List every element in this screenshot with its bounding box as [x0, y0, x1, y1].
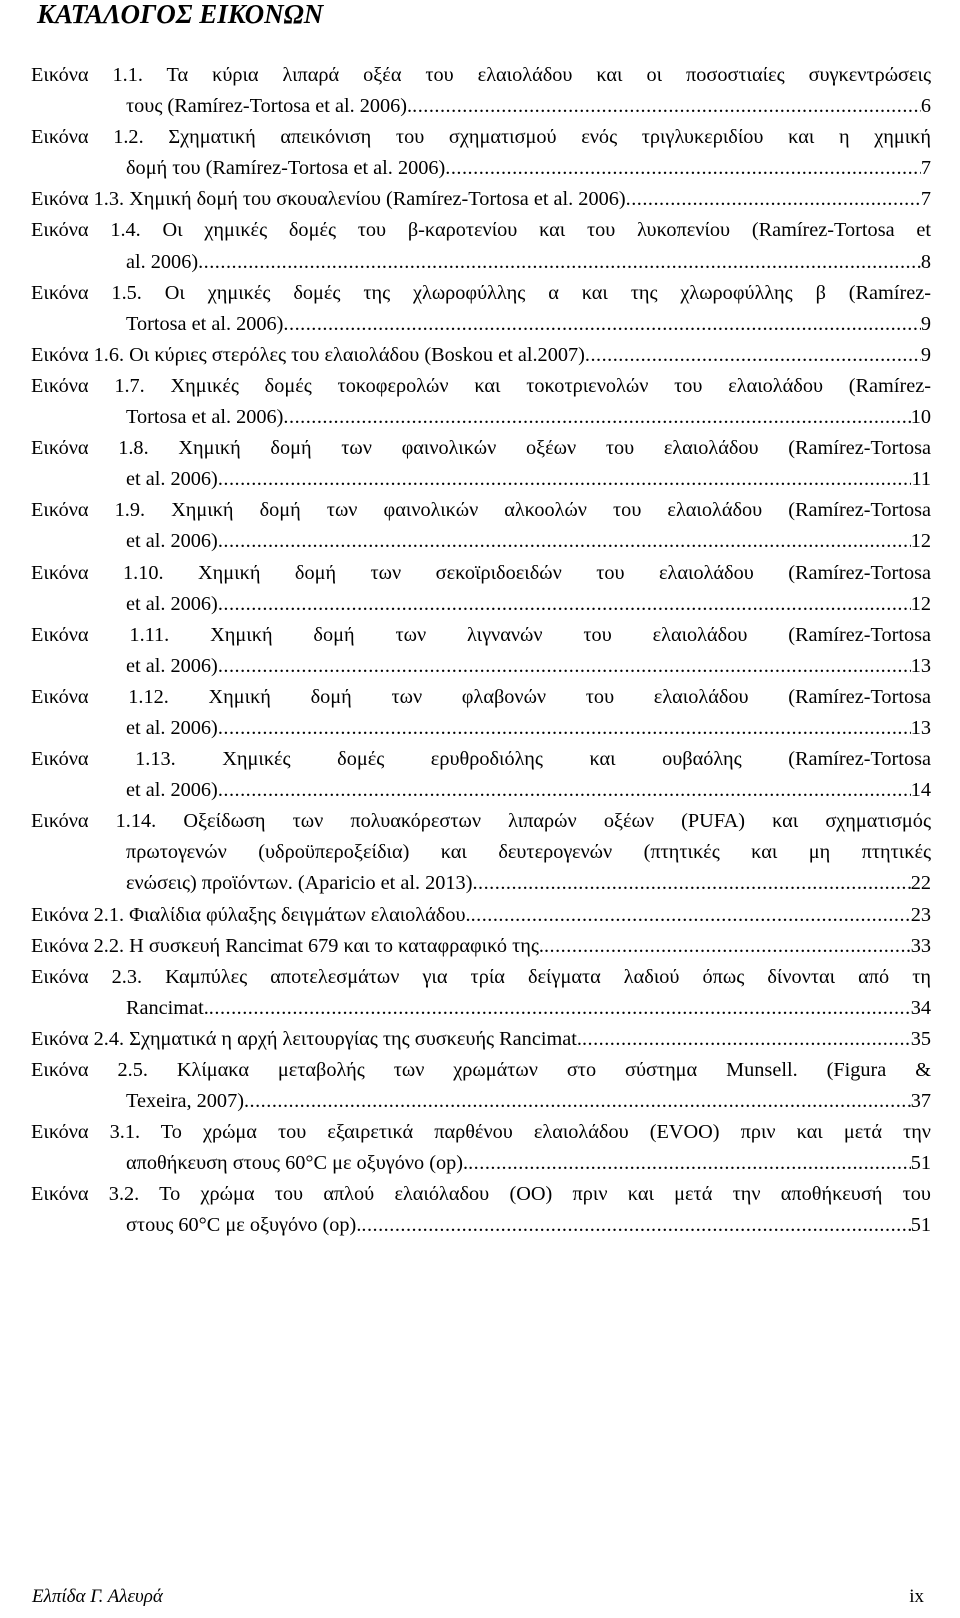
figure-number: Εικόνα 3.1. — [31, 1121, 141, 1144]
figure-caption-continued: πρωτογενών (υδροϋπεροξείδια) και δευτερογενών (πτητικές και μη πτητικές — [126, 841, 931, 864]
footer-author: Ελπίδα Γ. Αλευρά — [32, 1586, 163, 1607]
figure-number: Εικόνα 1.12. — [31, 685, 169, 708]
figure-caption: Οξείδωση των πολυακόρεστων λιπαρών οξέων (PUFA) και σχηματισμός — [183, 810, 931, 833]
toc-entry-leader-line — [31, 464, 931, 495]
figure-number: Εικόνα 1.7. — [31, 374, 145, 397]
figure-caption: Η συσκευή Rancimat 679 και το καταφραφικό της. — [129, 934, 544, 957]
toc-entry-first-line — [31, 558, 931, 589]
figure-number: Εικόνα 1.11. — [31, 623, 170, 646]
dot-leader — [283, 402, 910, 433]
dot-leader — [218, 464, 912, 495]
figure-caption: Χημικές δομές ερυθροδιόλης και ουβαόλης (Ramírez-Tortosa — [222, 748, 931, 771]
figure-caption-continued: ενώσεις) προϊόντων. (Aparicio et al. 2013) — [126, 872, 473, 895]
figure-caption: Χημική δομή των φαινολικών αλκοολών του ελαιολάδου (Ramírez-Tortosa — [171, 499, 931, 522]
page-title: ΚΑΤΑΛΟΓΟΣ ΕΙΚΟΝΩΝ — [37, 0, 324, 29]
figure-caption-continued: et al. 2006) — [126, 716, 218, 739]
toc-entry[interactable] — [31, 806, 931, 899]
figure-number: Εικόνα 1.13. — [31, 748, 176, 771]
figure-number: Εικόνα 2.3. — [31, 965, 143, 988]
figure-caption: Χημική δομή των σεκοϊριδοειδών του ελαιολάδου (Ramírez-Tortosa — [198, 561, 931, 584]
toc-entry-first-line — [31, 60, 931, 91]
toc-entry-leader-line — [31, 931, 931, 962]
page-number: 13 — [910, 654, 931, 677]
figure-caption-continued: Tortosa et al. 2006) — [126, 312, 284, 335]
toc-entry-leader-line — [31, 651, 931, 682]
figure-caption-continued: et al. 2006) — [126, 592, 218, 615]
toc-entry[interactable] — [31, 215, 931, 277]
figure-caption-continued: et al. 2006) — [126, 779, 218, 802]
toc-entry-leader-line — [31, 1210, 931, 1241]
page-number: 8 — [920, 250, 931, 273]
figure-number: Εικόνα 1.2. — [31, 126, 144, 149]
figure-number: Εικόνα 1.4. — [31, 219, 141, 242]
figure-caption-continued: στους 60°C με οξυγόνο (op). — [126, 1214, 362, 1237]
figure-caption: Σχηματικά η αρχή λειτουργίας της συσκευής Rancimat. — [129, 1027, 582, 1050]
dot-leader — [198, 247, 921, 278]
figure-caption-continued: et al. 2006) — [126, 654, 218, 677]
figure-number: Εικόνα 1.6. — [31, 343, 125, 366]
page-number: 22 — [910, 872, 931, 895]
toc-entry[interactable] — [31, 900, 931, 931]
figure-caption: Χημική δομή των φαινολικών οξέων του ελαιολάδου (Ramírez-Tortosa — [178, 437, 931, 460]
figure-caption: Χημική δομή των λιγνανών του ελαιολάδου (Ramírez-Tortosa — [210, 623, 932, 646]
toc-entry-leader-line — [31, 1024, 931, 1055]
figure-caption: Χημική δομή του σκουαλενίου (Ramírez-Tortosa et al. 2006) — [129, 188, 626, 211]
toc-entry-leader-line — [31, 91, 931, 122]
page-number: 9 — [920, 343, 931, 366]
toc-entry[interactable] — [31, 931, 931, 962]
toc-entry-leader-line — [31, 526, 931, 557]
dot-leader — [626, 184, 921, 215]
page-number: 33 — [910, 934, 931, 957]
figure-caption: Καμπύλες αποτελεσμάτων για τρία δείγματα λαδιού όπως δίνονται από τη — [165, 965, 931, 988]
figure-caption: Σχηματική απεικόνιση του σχηματισμού ενός τριγλυκεριδίου και η χημική — [168, 126, 931, 149]
figure-number: Εικόνα 2.2. — [31, 934, 125, 957]
toc-entry[interactable] — [31, 433, 931, 495]
dot-leader — [218, 651, 911, 682]
figure-caption-continued: Texeira, 2007) — [126, 1090, 244, 1113]
figure-caption: Τα κύρια λιπαρά οξέα του ελαιολάδου και οι ποσοστιαίες συγκεντρώσεις — [166, 64, 931, 86]
page-number: 51 — [910, 1152, 931, 1175]
dot-leader — [244, 1086, 911, 1117]
toc-entry-leader-line — [31, 775, 931, 806]
toc-entry-leader-line — [31, 1148, 931, 1179]
dot-leader — [218, 775, 911, 806]
toc-entry-leader-line — [31, 1086, 931, 1117]
toc-entry[interactable] — [31, 122, 931, 184]
toc-entry-first-line — [31, 433, 931, 464]
toc-entry-first-line — [31, 744, 931, 775]
dot-leader — [468, 1148, 911, 1179]
toc-entry[interactable] — [31, 1055, 931, 1117]
page-number: 37 — [910, 1090, 931, 1113]
toc-entry[interactable] — [31, 278, 931, 340]
figure-caption: Οι χημικές δομές του β-καροτενίου και του λυκοπενίου (Ramírez-Tortosa et — [162, 219, 931, 242]
figure-caption-continued: Tortosa et al. 2006) — [126, 406, 284, 429]
page-number: 12 — [910, 592, 931, 615]
dot-leader — [585, 340, 921, 371]
toc-entry[interactable] — [31, 620, 931, 682]
toc-entry[interactable] — [31, 495, 931, 557]
dot-leader — [361, 1210, 910, 1241]
page-number: 12 — [910, 530, 931, 553]
figure-number: Εικόνα 1.5. — [31, 281, 142, 304]
page-number: 10 — [910, 406, 931, 429]
dot-leader — [472, 868, 910, 899]
figure-caption: Οι κύριες στερόλες του ελαιολάδου (Boskou et al.2007) — [129, 343, 585, 366]
figure-number: Εικόνα 1.3. — [31, 188, 125, 211]
toc-entry-leader-line — [31, 184, 931, 215]
toc-entry[interactable] — [31, 962, 931, 1024]
figure-caption: Κλίμακα μεταβολής των χρωμάτων στο σύστημα Munsell. (Figura & — [176, 1059, 931, 1081]
page-number: 35 — [910, 1027, 931, 1050]
figure-number: Εικόνα 2.5. — [31, 1059, 148, 1081]
dot-leader — [283, 309, 920, 340]
toc-entry-leader-line — [31, 309, 931, 340]
toc-entry-leader-line — [31, 247, 931, 278]
page-number: 6 — [920, 95, 931, 118]
toc-entry-first-line — [31, 1179, 931, 1210]
toc-entry-first-line — [31, 1055, 931, 1086]
toc-entry-first-line — [31, 620, 931, 651]
page-number: 9 — [920, 312, 931, 335]
figure-caption-continued: δομή του (Ramírez-Tortosa et al. 2006) — [126, 157, 446, 180]
toc-entry-first-line — [31, 1117, 931, 1148]
toc-entry-leader-line — [31, 993, 931, 1024]
toc-entry[interactable] — [31, 1117, 931, 1179]
toc-entry-first-line — [31, 495, 931, 526]
toc-entry-leader-line — [31, 153, 931, 184]
toc-entry[interactable] — [31, 558, 931, 620]
dot-leader — [445, 153, 921, 184]
figure-number: Εικόνα 3.2. — [31, 1183, 140, 1206]
toc-entry-first-line — [31, 215, 931, 246]
toc-entry-first-line — [31, 682, 931, 713]
page-number: 7 — [920, 157, 931, 180]
toc-entry-first-line — [31, 962, 931, 993]
figure-number: Εικόνα 2.4. — [31, 1027, 125, 1050]
page-number: 7 — [920, 188, 931, 211]
figure-caption: Φιαλίδια φύλαξης δειγμάτων ελαιολάδου. — [129, 903, 471, 926]
toc-entry-leader-line — [31, 589, 931, 620]
page-number: 34 — [910, 996, 931, 1019]
figure-number: Εικόνα 2.1. — [31, 903, 125, 926]
toc-entry[interactable] — [31, 682, 931, 744]
figure-number: Εικόνα 1.10. — [31, 561, 164, 584]
figure-caption-continued: Rancimat. — [126, 996, 209, 1019]
figure-number: Εικόνα 1.8. — [31, 437, 149, 460]
toc-entry[interactable] — [31, 1024, 931, 1055]
toc-entry-leader-line — [31, 340, 931, 371]
toc-entry-leader-line — [31, 868, 931, 899]
figure-caption-continued: al. 2006) — [126, 250, 199, 273]
toc-entry[interactable] — [31, 340, 931, 371]
dot-leader — [218, 589, 911, 620]
list-of-figures — [31, 60, 931, 1242]
figure-caption-continued: αποθήκευση στους 60°C με οξυγόνο (op). — [126, 1152, 469, 1175]
toc-entry-first-line — [31, 806, 931, 837]
toc-entry-first-line — [31, 122, 931, 153]
toc-entry[interactable] — [31, 371, 931, 433]
figure-number: Εικόνα 1.1. — [31, 64, 143, 86]
toc-entry-leader-line — [31, 713, 931, 744]
dot-leader — [412, 91, 921, 122]
figure-caption-continued: et al. 2006) — [126, 468, 218, 491]
dot-leader — [544, 931, 911, 962]
page-number: 13 — [910, 716, 931, 739]
figure-caption: Το χρώμα του απλού ελαιόλαδου (ΟΟ) πριν και μετά την αποθήκευσή του — [159, 1183, 931, 1206]
toc-entry-first-line — [31, 371, 931, 402]
figure-number: Εικόνα 1.9. — [31, 499, 146, 522]
toc-entry-first-line — [31, 278, 931, 309]
figure-caption: Οι χημικές δομές της χλωροφύλλης α και της χλωροφύλλης β (Ramírez- — [164, 281, 931, 304]
figure-caption: Το χρώμα του εξαιρετικά παρθένου ελαιολάδου (EVOO) πριν και μετά την — [160, 1121, 931, 1144]
toc-entry[interactable] — [31, 60, 931, 122]
toc-entry-leader-line — [31, 900, 931, 931]
figure-caption: Χημικές δομές τοκοφερολών και τοκοτριενολών του ελαιολάδου (Ramírez- — [170, 374, 931, 397]
dot-leader — [209, 993, 911, 1024]
dot-leader — [582, 1024, 911, 1055]
footer-page-number: ix — [909, 1586, 924, 1607]
toc-entry-leader-line — [31, 402, 931, 433]
dot-leader — [471, 900, 911, 931]
figure-caption-continued: et al. 2006) — [126, 530, 218, 553]
page-number: 51 — [910, 1214, 931, 1237]
figure-number: Εικόνα 1.14. — [31, 810, 157, 833]
toc-entry[interactable] — [31, 184, 931, 215]
dot-leader — [218, 713, 911, 744]
toc-entry[interactable] — [31, 744, 931, 806]
page-number: 11 — [911, 468, 931, 491]
toc-entry[interactable] — [31, 1179, 931, 1241]
figure-caption: Χημική δομή των φλαβονών του ελαιολάδου (Ramírez-Tortosa — [208, 685, 931, 708]
dot-leader — [218, 526, 911, 557]
page-number: 23 — [910, 903, 931, 926]
page-number: 14 — [910, 779, 931, 802]
figure-caption-continued: τους (Ramírez-Tortosa et al. 2006). — [126, 95, 413, 118]
